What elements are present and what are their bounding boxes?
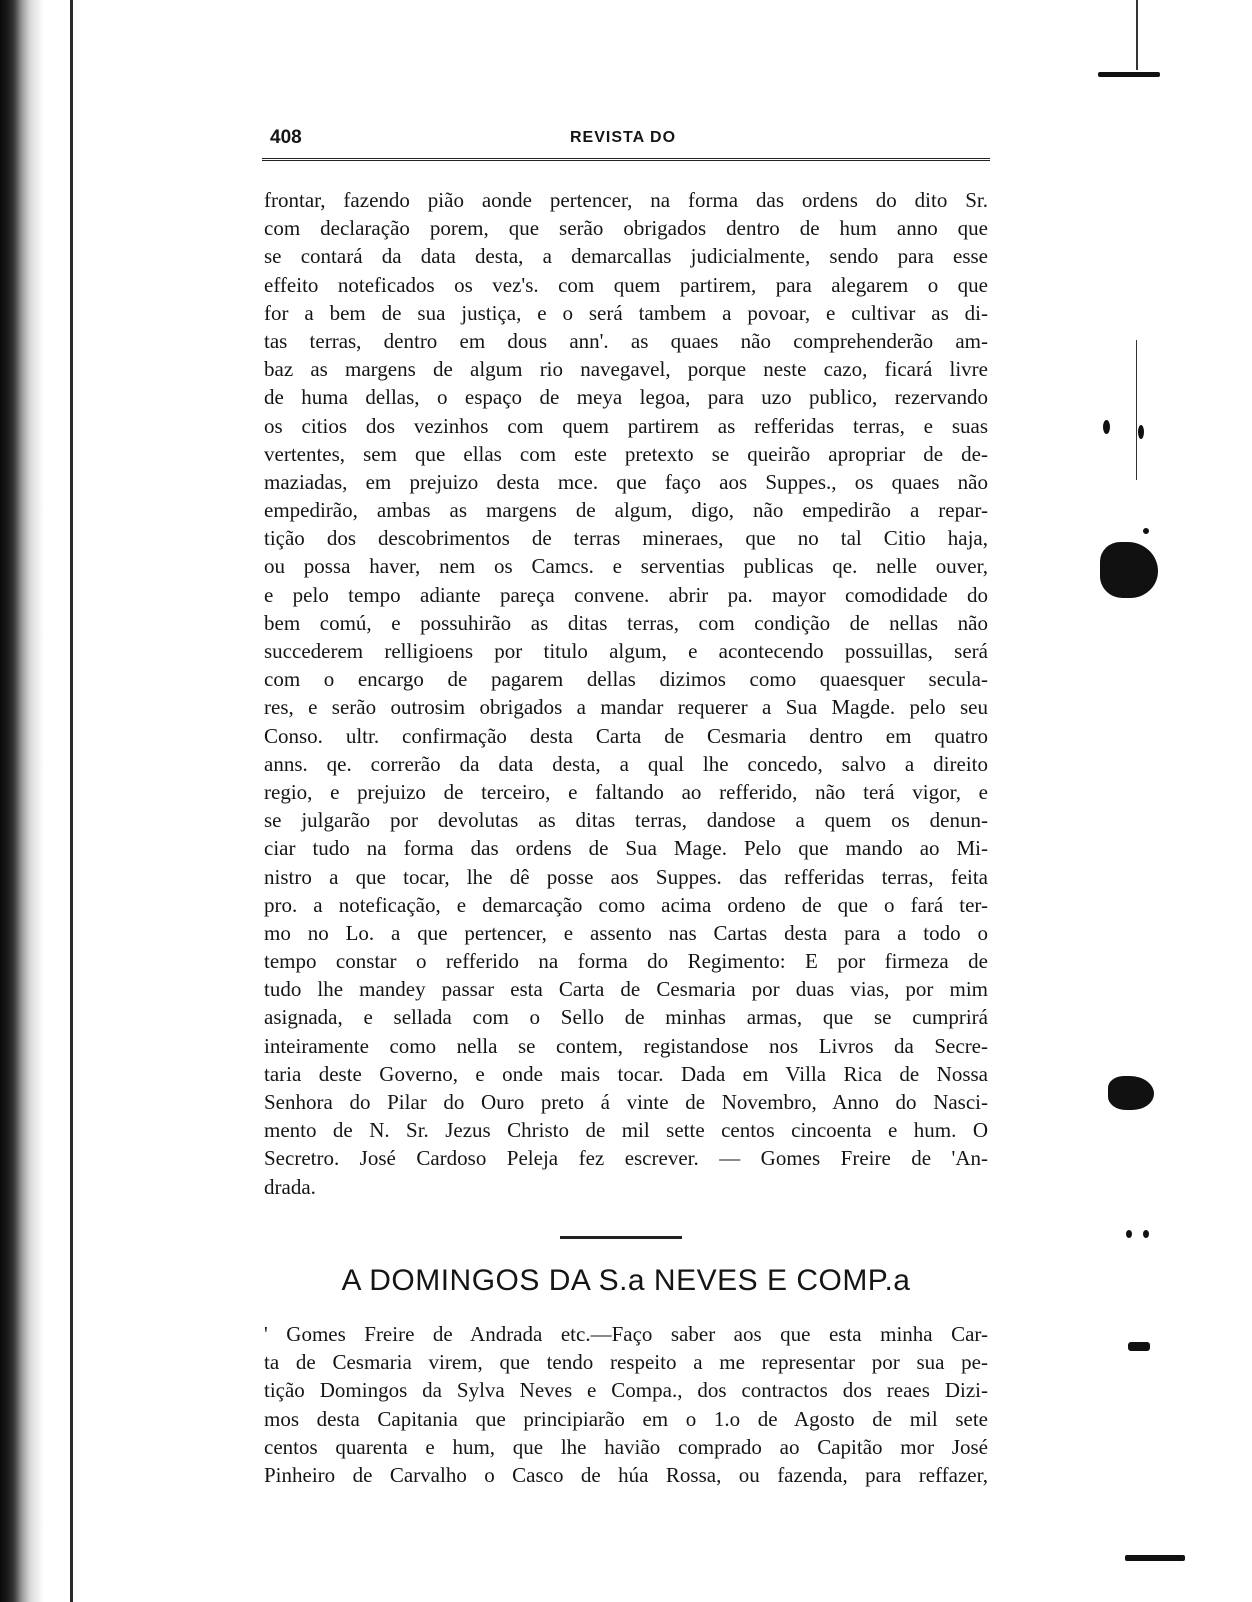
edge-mark — [1126, 1230, 1132, 1238]
text-line: nistro a que tocar, lhe dê posse aos Suppes. das refferidas terras, feita — [264, 864, 988, 889]
edge-mark — [1125, 1555, 1185, 1561]
text-line: for a bem de sua justiça, e o será tambem a povoar, e cultivar as di- — [264, 300, 988, 325]
edge-mark — [1143, 528, 1149, 534]
text-line: vertentes, sem que ellas com este pretexto se queirão apropriar de de- — [264, 441, 988, 466]
text-line: inteiramente como nella se contem, registandose nos Livros da Secre- — [264, 1033, 988, 1058]
text-line: mos desta Capitania que principiarão em o 1.o de Agosto de mil sete — [264, 1406, 988, 1431]
page-header — [270, 127, 988, 153]
text-line: tas terras, dentro em dous ann'. as quaes não comprehenderão am- — [264, 328, 988, 353]
edge-blot — [1100, 542, 1158, 598]
text-line: e pelo tempo adiante pareça convene. abrir pa. mayor comodidade do — [264, 582, 988, 607]
text-line: Pinheiro de Carvalho o Casco de húa Rossa, ou fazenda, para reffazer, — [264, 1462, 988, 1487]
edge-mark — [1128, 1342, 1150, 1351]
text-line: Senhora do Pilar do Ouro preto á vinte de Novembro, Anno do Nasci- — [264, 1090, 988, 1114]
text-line: com o encargo de pagarem dellas dizimos como quaesquer secula- — [264, 667, 988, 692]
text-line: taria deste Governo, e onde mais tocar. Dada em Villa Rica de Nossa — [264, 1061, 988, 1086]
text-line: mo no Lo. a que pertencer, e assento nas Cartas desta para a todo o — [264, 920, 988, 945]
header-rule — [262, 158, 990, 161]
text-line: ta de Cesmaria virem, que tendo respeito a me representar por sua pe- — [264, 1350, 988, 1375]
text-line: bem comú, e possuhirão as ditas terras, com condição de nellas não — [264, 610, 988, 635]
section-divider — [560, 1236, 682, 1239]
section-title: A DOMINGOS DA S.a NEVES E COMP.a — [341, 1264, 911, 1297]
text-line: centos quarenta e hum, que lhe havião comprado ao Capitão mor José — [264, 1434, 988, 1459]
text-line: ' Gomes Freire de Andrada etc.—Faço saber aos que esta minha Car- — [264, 1322, 988, 1346]
edge-rule — [1136, 0, 1138, 70]
text-line: se contará da data desta, a demarcallas judicialmente, sendo para esse — [264, 244, 988, 269]
text-line: Secretro. José Cardoso Peleja fez escrever. — Gomes Freire de 'An- — [264, 1146, 988, 1171]
text-line: drada. — [264, 1174, 316, 1199]
edge-mark — [1098, 72, 1160, 77]
text-line: se julgarão por devolutas as ditas terras, dandose a quem os denun- — [264, 808, 988, 833]
edge-mark — [1103, 420, 1110, 434]
text-line: com declaração porem, que serão obrigados dentro de hum anno que — [264, 216, 988, 241]
edge-mark — [1138, 425, 1144, 439]
text-line: tição Domingos da Sylva Neves e Compa., dos contractos dos reaes Dizi- — [264, 1378, 988, 1403]
second-entry-text — [264, 1320, 988, 1489]
running-head: REVISTA DO — [570, 129, 677, 146]
text-line: res, e serão outrosim obrigados a mandar requerer a Sua Magde. pelo seu — [264, 695, 988, 720]
text-line: frontar, fazendo pião aonde pertencer, na forma das ordens do dito Sr. — [264, 188, 988, 212]
text-line: maziadas, em prejuizo desta mce. que faço aos Suppes., os quaes não — [264, 469, 988, 494]
text-line: effeito noteficados os vez's. com quem partirem, para alegarem o que — [264, 272, 988, 297]
text-line: tempo constar o refferido na forma do Regimento: E por firmeza de — [264, 949, 988, 974]
text-line: Conso. ultr. confirmação desta Carta de Cesmaria dentro em quatro — [264, 723, 988, 748]
text-line: de huma dellas, o espaço de meya legoa, para uzo publico, rezervando — [264, 385, 988, 410]
text-line: ou possa haver, nem os Camcs. e serventias publicas qe. nelle ouver, — [264, 554, 988, 579]
text-line: succederem relligioens por titulo algum, e acontecendo possuillas, será — [264, 639, 988, 663]
edge-mark — [1143, 1230, 1149, 1238]
text-line: regio, e prejuizo de terceiro, e faltando ao refferido, não terá vigor, e — [264, 779, 988, 804]
scan-margin-line — [70, 0, 73, 1602]
text-line: mento de N. Sr. Jezus Christo de mil sette centos cincoenta e hum. O — [264, 1118, 988, 1143]
text-line: os citios dos vezinhos com quem partirem as refferidas terras, e suas — [264, 413, 988, 438]
body-text — [264, 186, 988, 1201]
text-line: pro. a noteficação, e demarcação como acima ordeno de que o fará ter- — [264, 892, 988, 917]
text-line: anns. qe. correrão da data desta, a qual lhe concedo, salvo a direito — [264, 751, 988, 776]
text-line: ciar tudo na forma das ordens de Sua Mage. Pelo que mando ao Mi- — [264, 836, 988, 861]
text-line: empedirão, ambas as margens de algum, digo, não empedirão a repar- — [264, 498, 988, 523]
text-line: tição dos descobrimentos de terras mineraes, que no tal Citio haja, — [264, 526, 988, 551]
text-line: asignada, e sellada com o Sello de minhas armas, que se cumprirá — [264, 1005, 988, 1030]
text-line: tudo lhe mandey passar esta Carta de Cesmaria por duas vias, por mim — [264, 977, 988, 1002]
text-line: baz as margens de algum rio navegavel, porque neste cazo, ficará livre — [264, 357, 988, 382]
edge-rule — [1136, 340, 1137, 480]
scan-binding-shadow — [0, 0, 44, 1602]
edge-blot — [1108, 1076, 1154, 1110]
page-number: 408 — [270, 127, 302, 148]
